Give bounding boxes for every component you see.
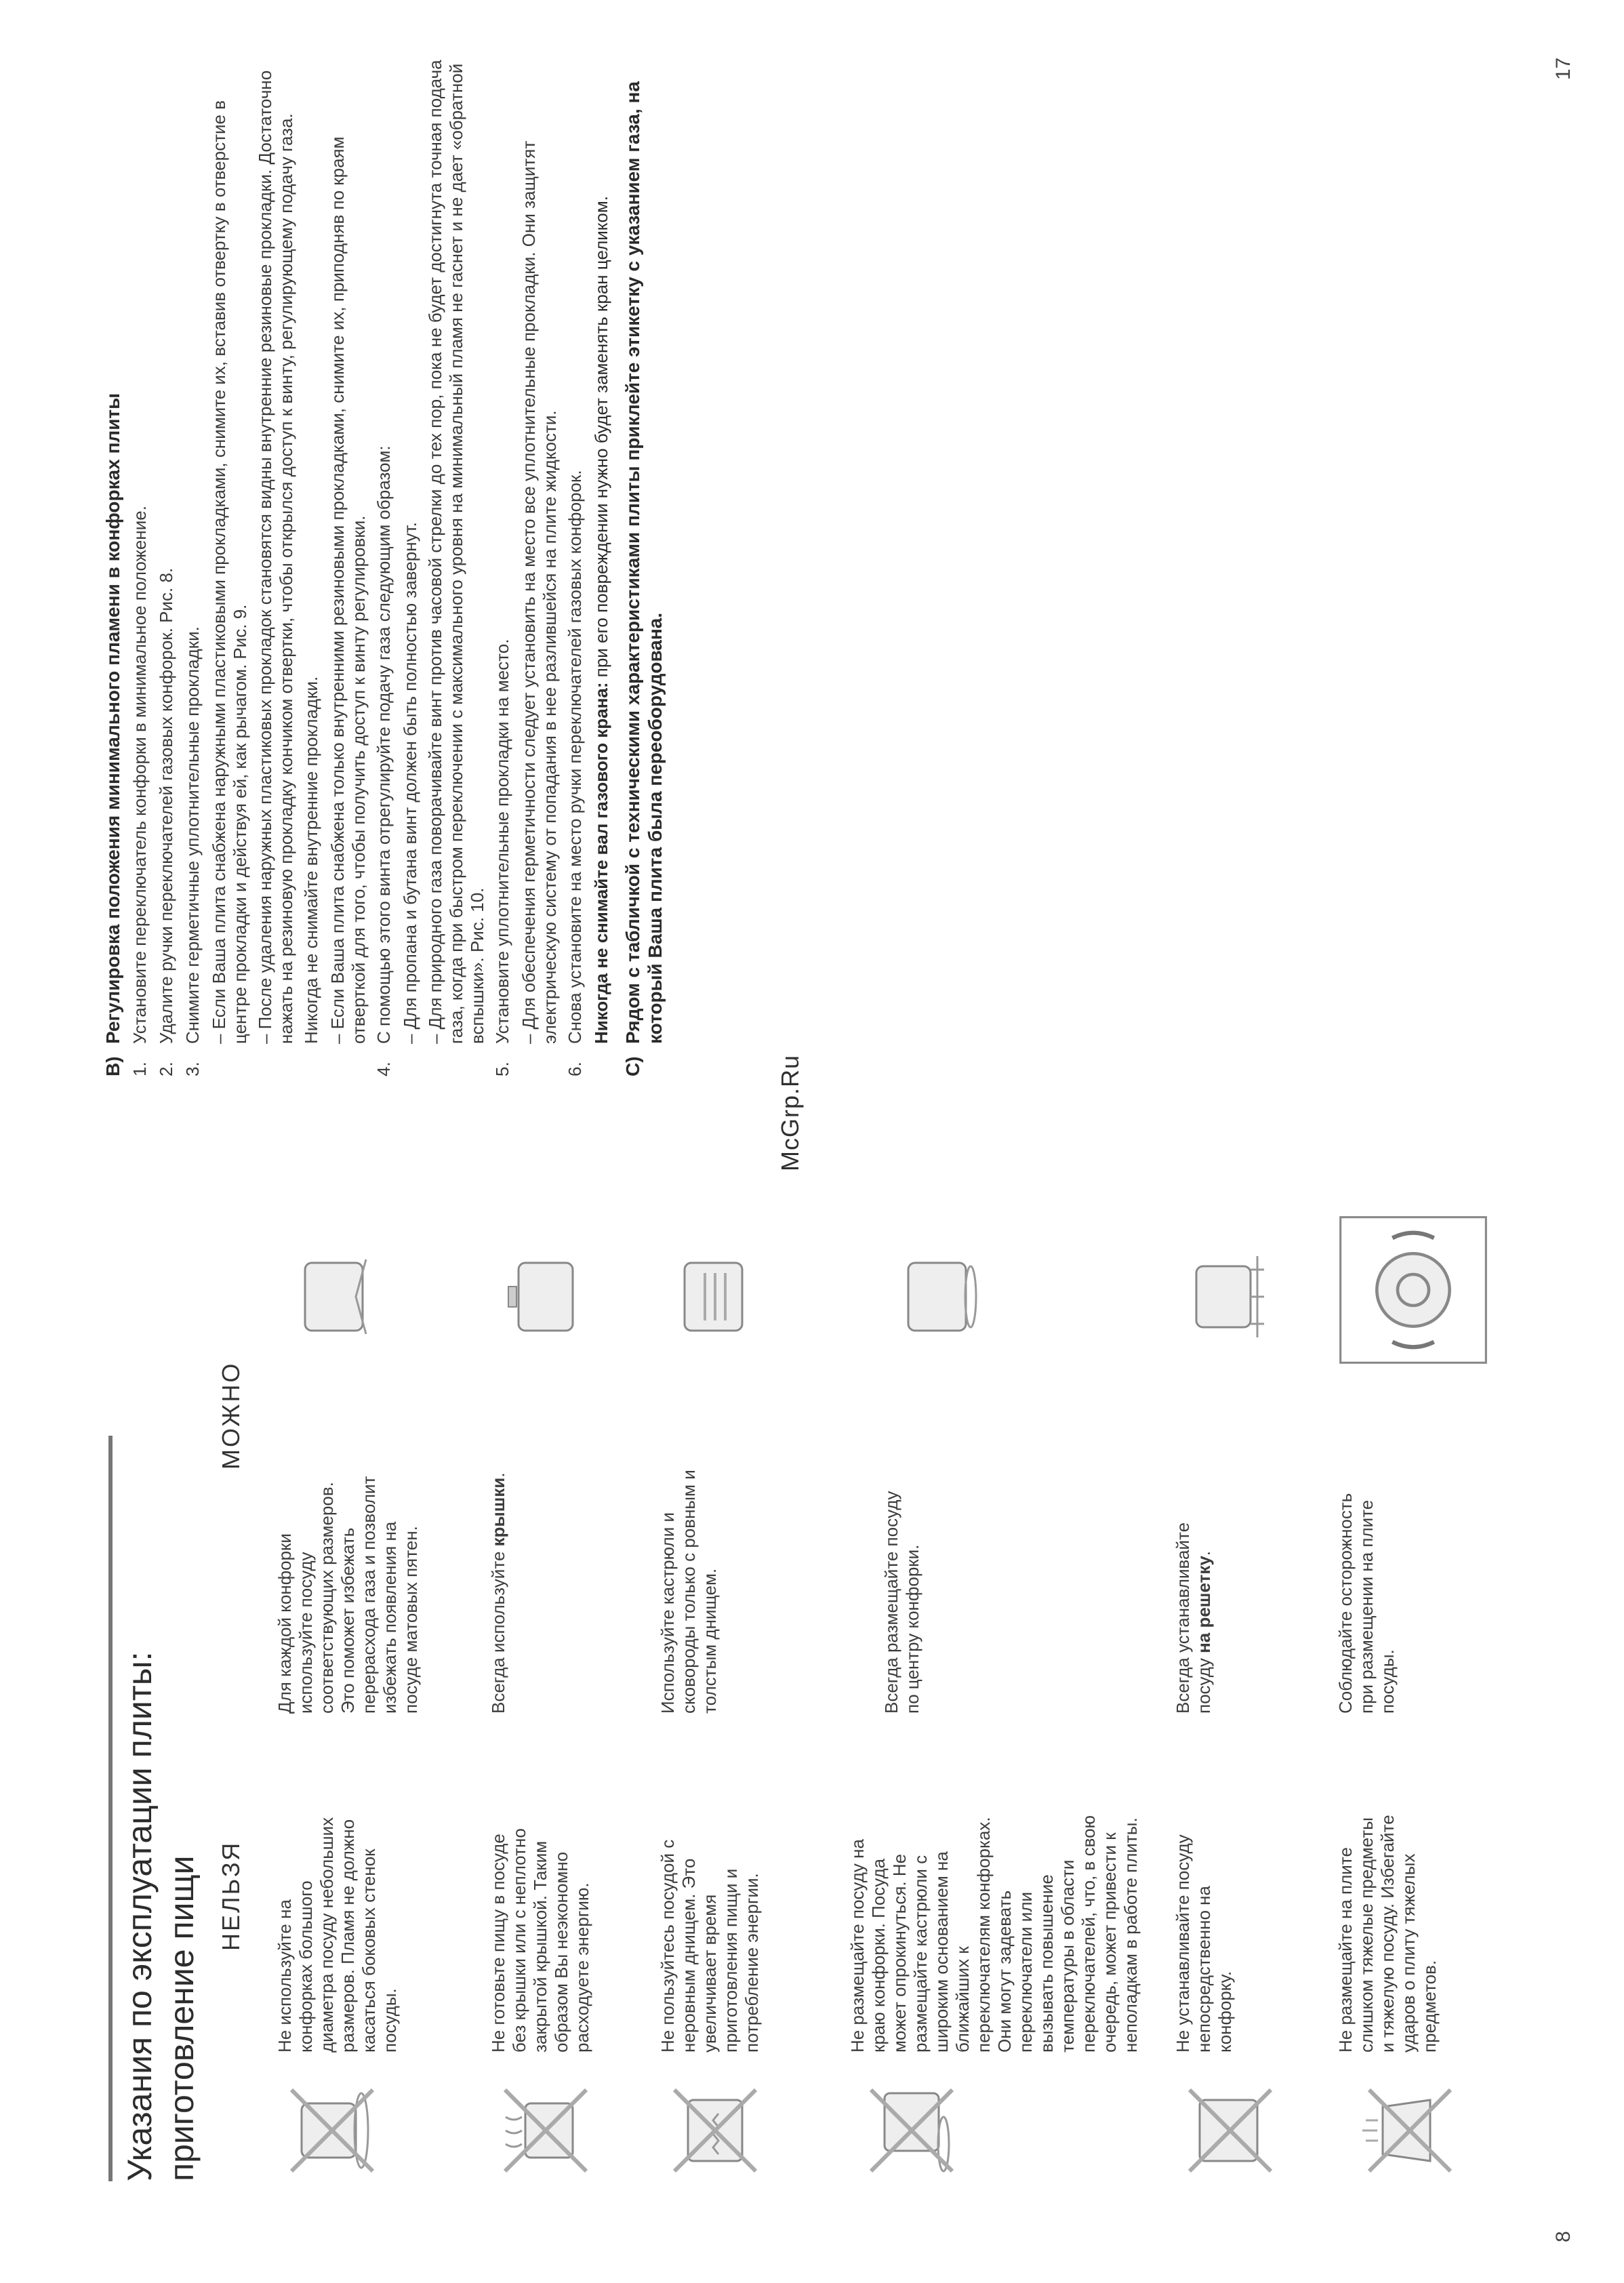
crossed-heavy-object-icon [1356, 2080, 1457, 2181]
page-title [119, 1651, 203, 2181]
step-5: 5. Установите уплотнительные прокладки на место. [492, 639, 512, 1076]
dont-text: Не устанавливайте посуду непосредственно на конфорку. [1173, 1834, 1235, 2053]
step-3-note: – Если Ваша плита снабжена наружными пластиковыми прокладками, снимите их, вставив отвертку в отверстие в центре прокладки и действуя ей, как рычагом. Рис. 9. [209, 100, 250, 1044]
section-b-heading: B) Регулировка положения минимального пламени в конфорках плиты [102, 392, 123, 1076]
pot-with-lid-icon [495, 1246, 596, 1348]
page-number-right: 17 [1552, 57, 1575, 80]
step-3-warning: Никогда не снимайте внутренние прокладки. [301, 676, 321, 1044]
crossed-off-center-pot-icon [861, 2080, 962, 2181]
centered-pot-icon [888, 1246, 990, 1348]
column-heading-do: МОЖНО [217, 1361, 245, 1470]
gas-valve-warning: Никогда не снимайте вал газового крана: при его повреждении нужно будет заменять кран целиком. [591, 196, 611, 1044]
pot-on-burner-icon [288, 1246, 390, 1348]
dont-text: Не пользуйтесь посудой с неровным днищем. Это увеличивает время приготовления пищи и потребление энергии. [657, 1839, 762, 2053]
step-1: 1. Установите переключатель конфорки в минимальное положение. [129, 506, 150, 1076]
dont-text: Не используйте на конфорках большого диаметра посуду небольших размеров. Пламя не должно касаться боковых стенок посуды. [275, 1817, 400, 2053]
column-heading-dont: НЕЛЬЗЯ [217, 1840, 245, 1951]
step-4-note: – Для пропана и бутана винт должен быть полностью завернут. [400, 522, 420, 1044]
page-number-left: 8 [1552, 2231, 1575, 2242]
do-text: Для каждой конфорки используйте посуду соответствующих размеров. Это поможет избежать перерасхода газа и позволит избежать появления на посуде матовых пятен. [275, 1476, 421, 1714]
do-text: Используйте кастрюли и сковороды только с ровным и толстым днищем. [657, 1470, 720, 1714]
hands-placing-pot-icon [1335, 1212, 1491, 1368]
dont-text: Не готовьте пищу в посуде без крышки или с неплотно закрытой крышкой. Таким образом Вы неэкономно расходуете энергию. [488, 1828, 592, 2053]
step-5-note: – Для обеспечения герметичности следует установить на место все уплотнительные прокладки. Они защитят электрическую систему от попадания в нее разлившейся на плите жидкости. [519, 140, 560, 1044]
title-line-1: Указания по эксплуатации плиты: [121, 1651, 159, 2181]
crossed-pot-on-burner-directly-icon [1179, 2080, 1281, 2181]
step-6: 6. Снова установите на место ручки переключателей газовых конфорок. [565, 470, 585, 1076]
crossed-small-pot-icon [281, 2080, 383, 2181]
step-4-note: – Для природного газа поворачивайте винт против часовой стрелки до тех пор, пока не будет достигнута точная подача газа, когда при быстром переключении с максимального уровня на минимальный пламя не гаснет и не дает «обратной вспышки». Рис. 10. [425, 60, 487, 1044]
crossed-uneven-bottom-pan-icon [664, 2080, 766, 2181]
step-3-note: – Если Ваша плита снабжена только внутренними резиновыми прокладками, снимите их, приподняв по краям отверткой для того, чтобы получить доступ к винту регулировки. [327, 136, 369, 1044]
section-c: C) Рядом с табличкой с техническими характеристиками плиты приклейте этикетку с указанием газа, на который Ваша плита была переоборудована. [622, 81, 666, 1076]
step-2: 2. Удалите ручки переключателей газовых конфорок. Рис. 8. [156, 567, 176, 1076]
pot-on-grate-icon [1179, 1246, 1281, 1348]
do-text: Соблюдайте осторожность при размещении на плите посуды. [1335, 1493, 1398, 1714]
dont-text: Не размещайте посуду на краю конфорки. Посуда может опрокинуться. Не размещайте кастрюли с широким основанием на ближайших к переключателям конфорках. Они могут задевать переключатели или вызывать повышение температуры в области переключателей, что, в свою очередь, может привести к неполадкам в работе плиты. [847, 1815, 1141, 2053]
watermark: McGrp.Ru [776, 1054, 804, 1171]
flat-bottom-pan-icon [664, 1246, 766, 1348]
do-text: Всегда используйте крышки. [488, 1472, 508, 1714]
step-3-note: – После удаления наружных пластиковых прокладок становятся видны внутренние резиновые прокладки. Достаточно нажать на резиновую прокладку кончиком отвертки, чтобы открылся доступ к винту, регулирующему подачу газа. [255, 70, 296, 1044]
min-flame-adjustment-page [102, 60, 1457, 1076]
crossed-pot-without-lid-icon [495, 2080, 596, 2181]
step-3: 3. Снимите герметичные уплотнительные прокладки. [182, 626, 203, 1076]
dont-text: Не размещайте на плите слишком тяжелые предметы и тяжелую посуду. Избегайте ударов о плиту тяжелых предметов. [1335, 1815, 1440, 2053]
header-rule [108, 1436, 113, 2181]
do-text: Всегда размещайте посуду по центру конфорки. [881, 1491, 922, 1714]
step-4: 4. С помощью этого винта отрегулируйте подачу газа следующим образом: [373, 445, 394, 1076]
usage-instructions-page [88, 1178, 1532, 2181]
title-line-2: приготовление пищи [163, 1855, 201, 2181]
do-text: Всегда устанавливайте посуду на решетку. [1173, 1522, 1214, 1714]
